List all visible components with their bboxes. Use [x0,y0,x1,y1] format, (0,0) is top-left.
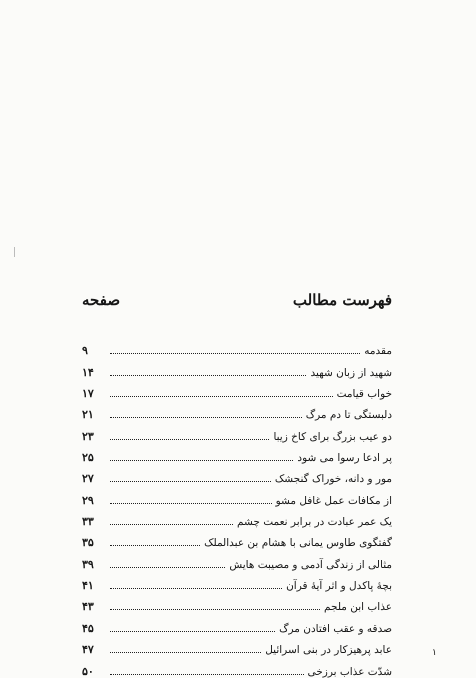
toc-entry-page: ۹ [82,344,88,358]
toc-entry-page: ۵۰ [82,664,94,678]
toc-entry [82,357,392,378]
toc-entry-page: ۳۹ [82,557,94,571]
toc-entry-title: مور و دانه، خوراک گنجشک [274,473,392,486]
dot-leader [110,375,306,376]
dot-leader [110,396,333,397]
margin-mark [14,247,15,257]
dot-leader [110,439,269,440]
toc-list [82,336,392,678]
toc-entry [82,549,392,570]
toc-entry-page: ۲۳ [82,429,94,443]
toc-entry-title: گفتگوی طاوس یمانی با هشام بن عبدالملک [204,537,392,550]
toc-entry-title: پر ادعا رسوا می شود [297,452,392,465]
toc-entry [82,379,392,400]
dot-leader [110,503,272,504]
toc-entry-page: ۴۱ [82,579,94,593]
toc-entry-page: ۱۴ [82,365,94,379]
toc-entry-title: صدقه و عقب افتادن مرگ [279,622,392,635]
toc-entry [82,421,392,442]
dot-leader [110,631,275,632]
toc-entry-title: خواب قیامت [336,388,392,401]
toc-entry [82,507,392,528]
toc-entry-page: ۳۳ [82,515,94,529]
toc-entry-title: از مکافات عمل غافل مشو [275,494,392,507]
toc-entry-title: مقدمه [364,345,392,358]
dot-leader [110,652,261,653]
toc-entry [82,485,392,506]
dot-leader [110,545,200,546]
toc-entry-title: عابد پرهیزکار در بنی اسرائیل [265,644,392,657]
dot-leader [110,417,302,418]
toc-entry-title: دلبستگی تا دم مرگ [305,409,392,422]
toc-entry-page: ۳۵ [82,536,94,550]
toc-entry-page: ۲۷ [82,472,94,486]
page-column-label: صفحه [82,291,121,309]
toc-entry [82,656,392,677]
toc-entry [82,400,392,421]
toc-entry-page: ۴۳ [82,600,94,614]
toc-entry [82,443,392,464]
toc-entry-page: ۲۵ [82,451,94,465]
toc-entry [82,613,392,634]
toc-entry-title: یک عمر عبادت در برابر نعمت چشم [237,516,392,529]
toc-entry-title: بچهٔ پاکدل و اثر آیهٔ قرآن [286,580,392,593]
toc-entry [82,464,392,485]
dot-leader [110,524,233,525]
toc-entry-title: عذاب ابن ملجم [324,601,392,614]
dot-leader [110,567,225,568]
toc-entry-title: دو عیب بزرگ برای کاخ زیبا [273,430,392,443]
toc-header [82,291,392,313]
toc-entry-page: ۲۱ [82,408,94,422]
toc-entry-title: شدّت عذاب برزخی [307,665,392,678]
toc-entry-title: شهید از زبان شهید [310,366,392,379]
toc-entry [82,592,392,613]
page-number: ۱ [432,648,437,658]
toc-entry-title: مثالی از زندگی آدمی و مصیبت هایش [229,558,392,571]
toc-entry [82,528,392,549]
toc-entry [82,336,392,357]
dot-leader [110,353,360,354]
toc-entry-page: ۴۷ [82,643,94,657]
dot-leader [110,674,304,675]
dot-leader [110,609,320,610]
dot-leader [110,588,282,589]
toc-entry [82,635,392,656]
dot-leader [110,481,271,482]
toc-entry [82,571,392,592]
toc-entry-page: ۴۵ [82,621,94,635]
dot-leader [110,460,293,461]
toc-entry-page: ۲۹ [82,493,94,507]
toc-title: فهرست مطالب [292,291,392,309]
toc-entry-page: ۱۷ [82,387,94,401]
